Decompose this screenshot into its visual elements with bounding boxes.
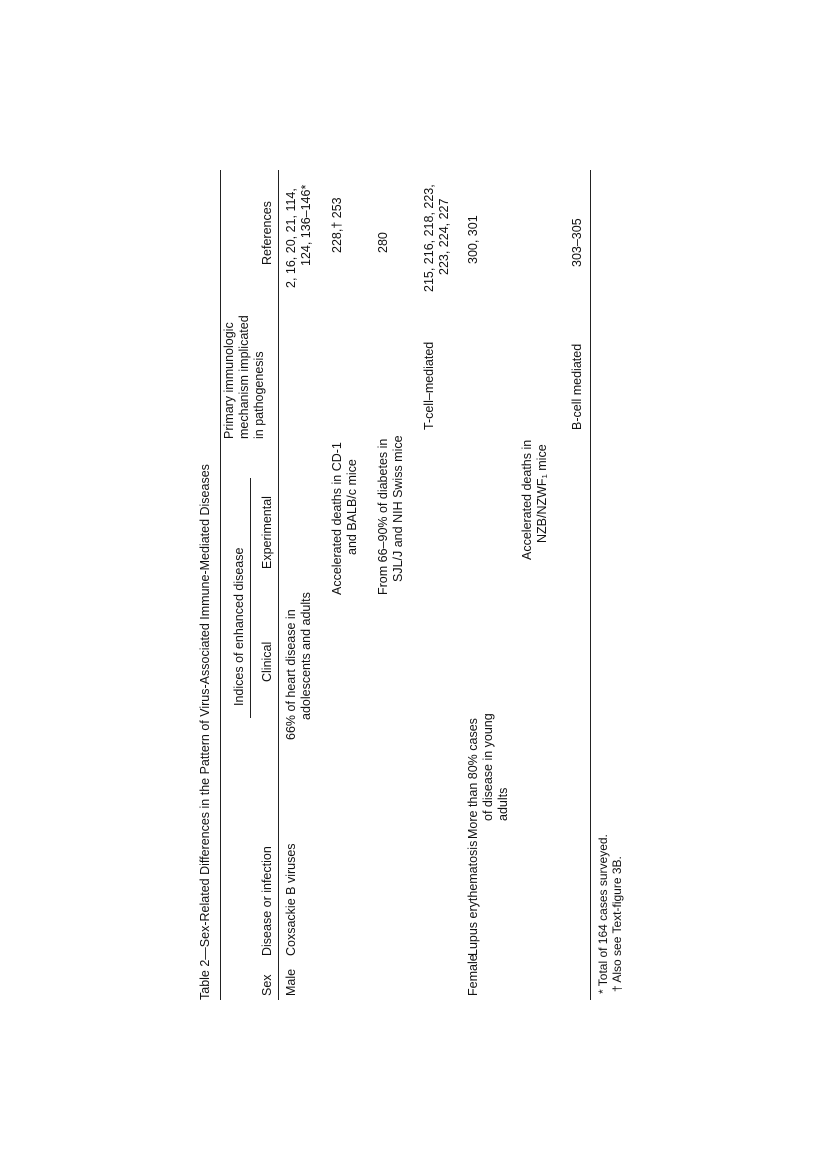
- header-references: References: [260, 201, 274, 265]
- rotated-table: [198, 170, 624, 1000]
- male-row4-mechanism: T-cell–mediated: [422, 341, 436, 430]
- female-row1-clinical-line-3: adults: [496, 787, 510, 821]
- male-row2-references: 228,† 253: [330, 197, 344, 253]
- male-row1-references-line-2: 124, 136–146*: [299, 184, 313, 266]
- header-clinical: Clinical: [260, 641, 274, 682]
- indices-group-rule: [250, 478, 251, 718]
- disease-coxsackie: Coxsackie B viruses: [284, 843, 298, 956]
- header-mechanism-line-1: Primary immunologic: [222, 322, 236, 439]
- female-row3-references: 303–305: [570, 218, 584, 267]
- male-row3-experimental-line-1: From 66–90% of diabetes in: [376, 438, 390, 595]
- header-mechanism-line-2: mechanism implicated: [237, 315, 251, 439]
- sex-female: Female: [466, 954, 480, 996]
- male-row1-references-line-1: 2, 16, 20, 21, 114,: [284, 188, 298, 288]
- header-indices-group: Indices of enhanced disease: [232, 547, 246, 706]
- male-row2-experimental-line-1: Accelerated deaths in CD-1: [330, 442, 344, 595]
- sex-male: Male: [284, 968, 298, 996]
- male-row4-references-line-2: 223, 224, 227: [437, 198, 451, 275]
- footnote-2: † Also see Text-figure 3B.: [610, 856, 624, 992]
- male-row4-references-line-1: 215, 216, 218, 223,: [422, 184, 436, 292]
- header-sex: Sex: [260, 974, 274, 996]
- disease-lupus: Lupus erythematosis: [466, 840, 480, 956]
- header-disease: Disease or infection: [260, 846, 274, 956]
- female-row1-clinical-line-2: of disease in young: [481, 713, 495, 821]
- male-row1-clinical-line-1: 66% of heart disease in: [284, 609, 298, 740]
- header-rule: [278, 170, 279, 1000]
- table-title: Table 2—Sex-Related Differences in the Pattern of Virus-Associated Immune-Mediated Diseases: [198, 464, 212, 1000]
- bottom-rule: [590, 170, 591, 1000]
- header-experimental: Experimental: [260, 496, 274, 569]
- male-row1-clinical-line-2: adolescents and adults: [299, 592, 313, 720]
- male-row3-references: 280: [376, 232, 390, 253]
- female-row2-experimental-line-1: Accelerated deaths in: [520, 439, 534, 560]
- male-row3-experimental-line-2: SJL/J and NIH Swiss mice: [391, 435, 405, 582]
- female-row1-references: 300, 301: [466, 215, 480, 264]
- header-mechanism-line-3: in pathogenesis: [252, 351, 266, 439]
- female-row2-experimental-line-2: NZB/NZWF₁ mice: [535, 444, 549, 543]
- footnote-1: * Total of 164 cases surveyed.: [596, 834, 610, 994]
- female-row1-clinical-line-1: More than 80% cases: [466, 718, 480, 839]
- top-rule: [220, 170, 221, 1000]
- female-row3-mechanism: B-cell mediated: [570, 343, 584, 430]
- male-row2-experimental-line-2: and BALB/c mice: [345, 459, 359, 555]
